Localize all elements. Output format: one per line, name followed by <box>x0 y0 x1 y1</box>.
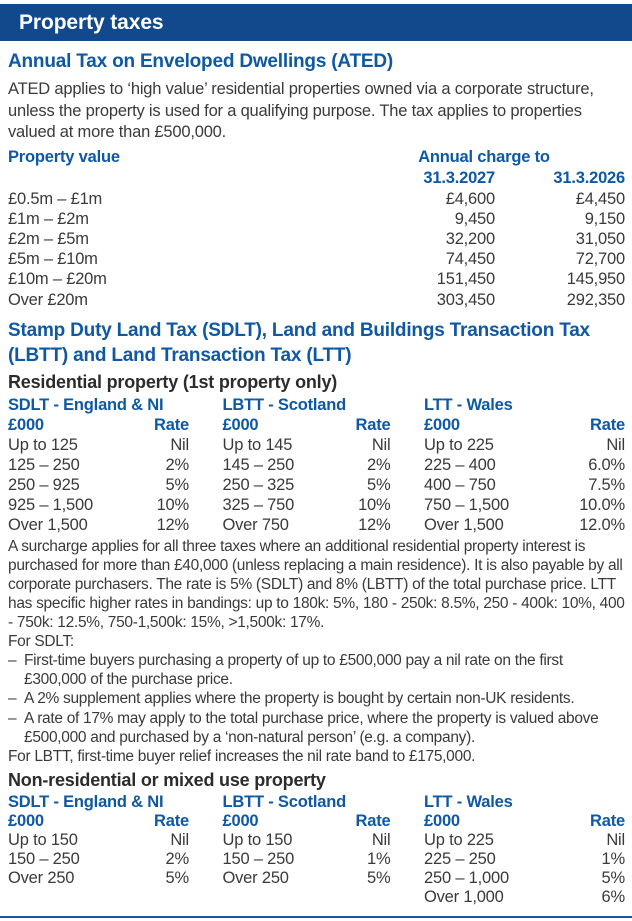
band-cell: Over 1,000 <box>424 887 504 906</box>
rate-row <box>424 888 625 907</box>
charge-cell: 9,450 <box>454 209 495 228</box>
column-subheaders <box>223 812 391 831</box>
region-header: LTT - Wales <box>424 792 513 811</box>
band-cell: 925 – 1,500 <box>8 495 93 514</box>
region-header: LTT - Wales <box>424 395 513 414</box>
rate-row <box>223 455 391 475</box>
charge-cell: 9,150 <box>584 209 625 228</box>
rate-row <box>223 515 391 535</box>
region-header: SDLT - England & NI <box>8 792 164 811</box>
charge-cell: 303,450 <box>436 290 495 309</box>
rate-label: Rate <box>154 415 189 434</box>
rate-cell: Nil <box>371 830 391 849</box>
rate-cell: 2% <box>165 849 189 868</box>
rate-row <box>424 850 625 869</box>
non-residential-subheading: Non-residential or mixed use property <box>8 769 326 790</box>
band-cell: 250 – 325 <box>222 475 295 494</box>
band-label: £000 <box>222 811 259 830</box>
rate-cell: 2% <box>165 455 189 474</box>
rate-cell: 10% <box>156 495 189 514</box>
charge-cell: 145,950 <box>566 270 625 289</box>
rate-cell: 10% <box>358 495 391 514</box>
rate-cell: 6.0% <box>588 455 625 474</box>
residential-subheading: Residential property (1st property only) <box>8 371 338 392</box>
band-label: £000 <box>8 415 44 434</box>
year-column-header-2026: 31.3.2026 <box>553 168 625 187</box>
ated-charges-table <box>8 147 625 310</box>
rate-row <box>424 869 625 888</box>
sdlt-bullet-item <box>8 709 625 747</box>
column-subheaders <box>424 812 625 831</box>
band-cell: Up to 145 <box>222 435 293 454</box>
band-label: £000 <box>424 811 460 830</box>
rate-row <box>223 831 391 850</box>
band-cell: 750 – 1,500 <box>424 495 509 514</box>
band-cell: 145 – 250 <box>222 455 295 474</box>
band-cell: 225 – 400 <box>424 455 496 474</box>
stamp-taxes-heading: Stamp Duty Land Tax (SDLT), Land and Buildings Transaction Tax (LBTT) and Land Transaction Tax (LTT) <box>8 319 590 367</box>
rate-cell: Nil <box>170 435 189 454</box>
band-cell: Over 250 <box>8 868 75 887</box>
rate-row <box>223 495 391 515</box>
rate-row <box>8 831 189 850</box>
band-cell: £1m – £2m <box>8 209 89 228</box>
rate-cell: Nil <box>170 830 189 849</box>
bullet-dash: – <box>8 709 17 727</box>
band-cell: Over £20m <box>8 290 88 309</box>
ated-intro-text: ATED applies to ‘high value’ residential properties owned via a corporate structure, unless the property is used for a qualifying purpose. The tax applies to properties valued at more than £500,000. <box>8 80 594 141</box>
ltt-residential-column <box>424 395 625 535</box>
for-sdlt-label: For SDLT: <box>8 633 74 651</box>
rate-cell: 12% <box>358 515 391 534</box>
column-subheaders <box>223 415 391 435</box>
column-subheaders <box>424 415 625 435</box>
sdlt-residential-column <box>8 395 189 535</box>
region-header: LBTT - Scotland <box>222 792 346 811</box>
rate-row <box>424 495 625 515</box>
rate-row <box>223 869 391 888</box>
bullet-dash: – <box>8 690 17 708</box>
rate-label: Rate <box>590 415 625 434</box>
sdlt-nonres-column <box>8 793 189 907</box>
band-cell: 325 – 750 <box>222 495 295 514</box>
band-cell: Up to 225 <box>424 830 494 849</box>
band-cell: Over 1,500 <box>424 515 504 534</box>
band-cell: 250 – 1,000 <box>424 868 509 887</box>
bullet-dash: – <box>8 652 17 670</box>
rate-row <box>8 869 189 888</box>
band-cell: Up to 225 <box>424 435 494 454</box>
band-label: £000 <box>424 415 460 434</box>
charge-cell: 151,450 <box>436 270 495 289</box>
lbtt-residential-column <box>223 395 391 535</box>
rate-cell: 5% <box>165 868 189 887</box>
region-header: SDLT - England & NI <box>8 395 164 414</box>
rate-row <box>8 850 189 869</box>
rate-label: Rate <box>154 811 189 830</box>
rate-cell: 7.5% <box>588 475 625 494</box>
rate-row <box>424 435 625 455</box>
page-content <box>0 49 632 907</box>
year-column-header-2027: 31.3.2027 <box>423 168 495 187</box>
band-label: £000 <box>222 415 259 434</box>
band-cell: Up to 125 <box>8 435 78 454</box>
rate-cell: 5% <box>367 868 391 887</box>
charge-cell: 31,050 <box>575 229 625 248</box>
rate-row <box>424 455 625 475</box>
property-value-column-header: Property value <box>8 147 120 166</box>
band-cell: Over 250 <box>222 868 289 887</box>
rate-cell: 5% <box>367 475 391 494</box>
page-title: Property taxes <box>19 10 164 34</box>
charge-cell: 32,200 <box>445 229 495 248</box>
rate-cell: 12% <box>156 515 189 534</box>
rate-label: Rate <box>355 415 391 434</box>
charge-cell: £4,450 <box>575 189 625 208</box>
band-cell: £2m – £5m <box>8 229 89 248</box>
rate-row <box>8 475 189 495</box>
band-cell: Over 750 <box>222 515 289 534</box>
ated-heading: Annual Tax on Enveloped Dwellings (ATED) <box>8 51 394 72</box>
band-cell: £0.5m – £1m <box>8 189 103 208</box>
band-cell: £10m – £20m <box>8 270 107 289</box>
band-cell: Over 1,500 <box>8 515 88 534</box>
bullet-text: First-time buyers purchasing a property of up to £500,000 pay a nil rate on the first £300,000 of the purchase price. <box>24 652 563 689</box>
rate-cell: Nil <box>371 435 391 454</box>
rate-row <box>223 435 391 455</box>
charge-cell: 74,450 <box>445 250 495 269</box>
rate-row <box>8 455 189 475</box>
rate-label: Rate <box>355 811 391 830</box>
band-cell: 250 – 925 <box>8 475 80 494</box>
rate-cell: 2% <box>367 455 391 474</box>
ltt-nonres-column <box>424 793 625 907</box>
column-subheaders <box>8 812 189 831</box>
rate-cell: 1% <box>367 849 391 868</box>
band-cell: 225 – 250 <box>424 849 496 868</box>
rate-row <box>8 435 189 455</box>
spacer-cell <box>8 168 343 189</box>
column-subheaders <box>8 415 189 435</box>
non-residential-rates-table <box>8 793 625 907</box>
band-cell: 125 – 250 <box>8 455 80 474</box>
rate-row <box>424 475 625 495</box>
rate-row <box>8 515 189 535</box>
title-bar <box>0 4 632 41</box>
band-label: £000 <box>8 811 44 830</box>
rate-cell: 1% <box>601 849 625 868</box>
rate-row <box>424 515 625 535</box>
rate-row <box>8 495 189 515</box>
band-cell: 150 – 250 <box>8 849 80 868</box>
annual-charge-group-header: Annual charge to <box>418 147 550 166</box>
rate-cell: 6% <box>601 887 625 906</box>
lbtt-relief-note: For LBTT, first-time buyer relief increases the nil rate band to £175,000. <box>8 747 476 765</box>
region-header: LBTT - Scotland <box>222 395 346 414</box>
rate-cell: 10.0% <box>579 495 625 514</box>
bullet-text: A 2% supplement applies where the property is bought by certain non-UK residents. <box>24 690 575 708</box>
sdlt-bullet-item <box>8 651 625 689</box>
rate-cell: Nil <box>606 435 625 454</box>
rate-label: Rate <box>590 811 625 830</box>
band-cell: Up to 150 <box>222 830 293 849</box>
rate-row <box>223 850 391 869</box>
rate-cell: 5% <box>165 475 189 494</box>
rate-cell: 12.0% <box>579 515 625 534</box>
charge-cell: 72,700 <box>575 250 625 269</box>
rate-row <box>424 831 625 850</box>
band-cell: 400 – 750 <box>424 475 496 494</box>
band-cell: £5m – £10m <box>8 250 98 269</box>
surcharge-note: A surcharge applies for all three taxes where an additional residential property interest is purchased for more than £40,000 (unless replacing a main residence). It is also payable by all corporate purchasers. The rate is 5% (SDLT) and 8% (LBTT) of the total purchase price. LTT has specific higher rates in bandings: up to 180k: 5%, 180 - 250k: 8.5%, 250 - 400k: 10%, 400 - 750k: 12.5%, 750-1,500k: 15%, >1,500k: 17%. <box>8 537 625 632</box>
rate-cell: Nil <box>606 830 625 849</box>
charge-cell: 292,350 <box>566 290 625 309</box>
rate-cell: 5% <box>601 868 625 887</box>
band-cell: 150 – 250 <box>222 849 295 868</box>
charge-cell: £4,600 <box>445 189 495 208</box>
lbtt-nonres-column <box>223 793 391 907</box>
bullet-text: A rate of 17% may apply to the total purchase price, where the property is valued above £500,000 and purchased by a ‘non-natural person’ (e.g. a company). <box>24 709 599 746</box>
sdlt-bullet-item <box>8 689 625 708</box>
residential-rates-table <box>8 395 625 535</box>
rate-row <box>223 475 391 495</box>
band-cell: Up to 150 <box>8 830 78 849</box>
